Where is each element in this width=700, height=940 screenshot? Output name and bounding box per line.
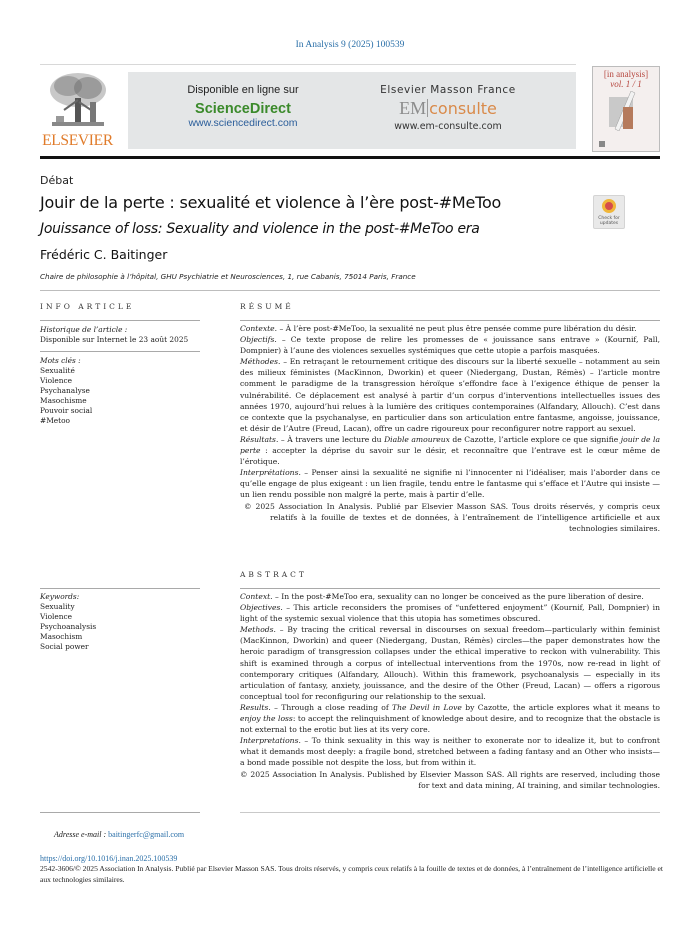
article-type: Débat bbox=[40, 174, 74, 187]
section-label: Methods. bbox=[240, 625, 276, 635]
abstract-divider bbox=[240, 588, 660, 589]
section-label: Objectifs. bbox=[240, 335, 277, 345]
email-label: Adresse e-mail : bbox=[54, 830, 107, 839]
resume-methodes bbox=[240, 356, 660, 434]
cover-title bbox=[593, 69, 659, 89]
section-text: : accepter la déprise du savoir sur le désir, et reconnaître que l’entrave est le cœur même de l’érotique. bbox=[240, 446, 660, 467]
available-online-label: Disponible en ligne sur bbox=[187, 84, 299, 96]
keyword-item: Pouvoir social bbox=[40, 406, 93, 415]
sciencedirect-link[interactable]: www.sciencedirect.com bbox=[188, 117, 298, 129]
info-divider bbox=[40, 320, 200, 321]
author-affiliation: Chaire de philosophie à l’hôpital, GHU Psychiatrie et Neurosciences, 1, rue Cabanis, 75014 Paris, France bbox=[40, 272, 416, 281]
keywords-en bbox=[40, 592, 205, 652]
abstract-interpretations bbox=[240, 735, 660, 768]
book-title: The Devil in Love bbox=[392, 702, 462, 712]
cover-publisher-icon bbox=[599, 141, 605, 147]
resume-heading: RÉSUMÉ bbox=[240, 302, 294, 311]
section-label: Méthodes. bbox=[240, 357, 281, 367]
keyword-item: #Metoo bbox=[40, 416, 71, 425]
section-label: Results. bbox=[240, 702, 271, 712]
section-text: – À l’ère post-#MeToo, la sexualité ne peut plus être pensée comme pure libération du désir. bbox=[277, 324, 637, 333]
author-email bbox=[54, 830, 184, 839]
section-label: Context. bbox=[240, 592, 273, 601]
doi-link[interactable]: https://doi.org/10.1016/j.inan.2025.100539 bbox=[40, 854, 178, 863]
keyword-item: Sexualité bbox=[40, 366, 75, 375]
header-thick-divider bbox=[40, 156, 660, 159]
check-updates-icon bbox=[602, 199, 616, 213]
section-text: – This article reconsiders the promises of “unfettered enjoyment” (Kournif, Pall, Dompnier) in light of the systemic sexual violence that this utopia has sometimes obscured. bbox=[240, 603, 660, 624]
article-history bbox=[40, 325, 205, 345]
keyword-item: Psychanalyse bbox=[40, 386, 90, 395]
section-text: – To think sexuality in this way is neither to exonerate nor to idealize it, but to confront what it demands most deeply: a fragile bond, stretched between a fading fantasy and an Other who insists—a bond made possible not despite the loss, but from within it. bbox=[240, 736, 660, 768]
emconsulte-logo[interactable] bbox=[348, 98, 548, 119]
keyword-item: Psychoanalysis bbox=[40, 622, 97, 631]
section-text: by Cazotte, the article explores what it means to bbox=[461, 702, 660, 712]
resume-body bbox=[240, 323, 660, 534]
issn-copyright: 2542-3606/© 2025 Association In Analysis. Publié par Elsevier Masson SAS. Tous droits réservés, y compris ceux relatifs à la fouille de textes et de données, à l’entraînement de l’intelligence artificielle et aux technologies similaires. bbox=[40, 864, 663, 884]
book-title: Diable amoureux bbox=[384, 434, 450, 444]
keyword-item: Masochism bbox=[40, 632, 83, 641]
keyword-item: Masochisme bbox=[40, 396, 87, 405]
abstract-end-divider bbox=[240, 812, 660, 813]
section-label: Contexte. bbox=[240, 324, 278, 333]
sciencedirect-logo[interactable]: ScienceDirect bbox=[195, 101, 291, 117]
abstract-copyright: © 2025 Association In Analysis. Published by Elsevier Masson SAS. All rights are reserved, including those for text and data mining, AI training, and similar technologies. bbox=[240, 769, 660, 790]
history-divider bbox=[40, 351, 200, 352]
cover-volume: vol. 1 / 1 bbox=[610, 79, 642, 89]
history-label: Historique de l’article : bbox=[40, 325, 128, 334]
section-text: – In the post-#MeToo era, sexuality can no longer be conceived as the pure liberation of desire. bbox=[272, 592, 644, 601]
section-text: de Cazotte, l’article explore ce que signifie bbox=[449, 434, 621, 444]
article-title-fr: Jouir de la perte : sexualité et violence à l’ère post-#MeToo bbox=[40, 193, 502, 212]
section-label: Interprétations. bbox=[240, 468, 301, 478]
cover-artwork-icon bbox=[605, 91, 637, 131]
resume-copyright: © 2025 Association In Analysis. Publié par Elsevier Masson SAS. Tous droits réservés, y compris ceux relatifs à la fouille de textes et de données, à l’entraînement de l’intelligence artificielle et aux technologies similaires. bbox=[244, 501, 660, 533]
section-text: : to accept the relinquishment of knowledge about desire, and to recognize that the obstacle is not external to the erotic but lies at its very core. bbox=[240, 714, 660, 735]
resume-objectifs bbox=[240, 334, 660, 356]
section-label: Interpretations. bbox=[240, 736, 301, 746]
info-article-heading: INFO ARTICLE bbox=[40, 302, 135, 311]
section-text: – En retraçant le retournement critique des discours sur la liberté sexuelle – notamment au sein des milieux féministes (MacKinnon, Dworkin) et queer (Niedergang, Dustan, Rémès) – l’article montre comment le paradigme de la transgression héroïque s’effondre face à l’exigence éthique de penser la vulnérabilité. Ce déplacement est analysé à partir d’un corpus d’interventions intellectuelles issues des années 1970, aujourd’hui relues à la lumière des critiques contemporaines (Alfandary, Allouch). C’est dans ce contexte que la psychanalyse, en particulier dans son articulation entre fantasme, angoisse, jouissance, et désir de l’Autre (Freud, Lacan), offre un cadre rigoureux pour reconfigurer notre rapport au sexuel. bbox=[240, 357, 660, 433]
availability-banner bbox=[128, 72, 576, 149]
section-label: Objectives. bbox=[240, 603, 283, 613]
keyword-item: Violence bbox=[40, 376, 73, 385]
publisher-label: Elsevier Masson France bbox=[380, 84, 516, 96]
logo-separator bbox=[427, 99, 428, 117]
resume-resultats bbox=[240, 434, 660, 467]
abstract-body bbox=[240, 591, 660, 791]
cover-journal-name: [in analysis] bbox=[603, 69, 649, 79]
section-text: – By tracing the critical reversal in discourses on sexual freedom—particularly within feminist (MacKinnon, Dworkin) and queer (Niedergang, Dustan, Rémès) circles—the paper demonstrates how the heroic paradigm of transgression collapses under the ethical imperative to reckon with vulnerability. This shift is examined through a corpus of intellectual interventions from the 1970s, now re-read in light of contemporary critiques (Alfandary, Allouch). Within this framework, psychoanalysis — especially in its articulation of fantasy, anxiety, jouissance, and the desire of the Other (Freud, Lacan) — offers a rigorous conceptual tool for reconfiguring our relationship to the sexual. bbox=[240, 625, 660, 701]
title-divider bbox=[40, 290, 660, 291]
keyword-item: Violence bbox=[40, 612, 73, 621]
emphasis-text: enjoy the loss bbox=[240, 714, 293, 724]
keyword-item: Sexuality bbox=[40, 602, 75, 611]
resume-contexte bbox=[240, 323, 660, 334]
abstract-objectives bbox=[240, 602, 660, 624]
article-title-en: Jouissance of loss: Sexuality and violence in the post-#MeToo era bbox=[40, 221, 480, 237]
elsevier-wordmark: ELSEVIER bbox=[42, 132, 113, 149]
section-label: Résultats. bbox=[240, 434, 279, 444]
history-value: Disponible sur Internet le 23 août 2025 bbox=[40, 335, 189, 344]
check-for-updates-button[interactable] bbox=[593, 195, 625, 229]
sciencedirect-block[interactable] bbox=[143, 84, 343, 129]
elsevier-tree-icon bbox=[46, 70, 110, 130]
keywords-fr bbox=[40, 356, 205, 426]
abstract-results bbox=[240, 702, 660, 735]
journal-cover[interactable] bbox=[592, 66, 660, 152]
elsevier-logo[interactable] bbox=[40, 70, 115, 150]
check-updates-label: Check for updates bbox=[598, 216, 620, 226]
em-mark: EM bbox=[399, 98, 427, 118]
consulte-mark: consulte bbox=[429, 99, 497, 118]
abstract-context bbox=[240, 591, 660, 602]
emconsulte-block[interactable] bbox=[348, 84, 548, 132]
abstract-methods bbox=[240, 624, 660, 702]
keyword-item: Social power bbox=[40, 642, 89, 651]
section-text: – Ce texte propose de relire les promesses de « jouissance sans entrave » (Kournif, Pall, Dompnier) à l’aune des violences sexuelles systémiques que cette utopie a parfois masquées. bbox=[240, 335, 660, 356]
emconsulte-link[interactable]: www.em-consulte.com bbox=[394, 121, 502, 132]
resume-divider bbox=[240, 320, 660, 321]
email-link[interactable]: baitingerfc@gmail.com bbox=[108, 830, 185, 839]
emphasis-text: jouir de la perte bbox=[240, 434, 661, 456]
author-name[interactable]: Frédéric C. Baitinger bbox=[40, 247, 168, 262]
header-divider bbox=[40, 64, 576, 65]
keywords-en-label: Keywords: bbox=[40, 592, 80, 601]
section-text: – À travers une lecture du bbox=[278, 434, 385, 444]
resume-interpretations bbox=[240, 467, 660, 500]
section-text: – Through a close reading of bbox=[270, 702, 392, 712]
section-text: – Penser ainsi la sexualité ne signifie ni l’innocenter ni l’idéaliser, mais l’aborder dans ce qu’elle engage de plus exigeant : un lien fragile, tendu entre le fantasme qui s’efface et l’Autre qui insiste — un lien rendu possible non malgré la perte, mais à partir d’elle. bbox=[240, 468, 660, 500]
keywords-fr-label: Mots clés : bbox=[40, 356, 81, 365]
footnote-divider bbox=[40, 812, 200, 813]
keywords-divider bbox=[40, 588, 200, 589]
abstract-heading: ABSTRACT bbox=[240, 570, 307, 579]
journal-reference[interactable]: In Analysis 9 (2025) 100539 bbox=[295, 40, 405, 50]
